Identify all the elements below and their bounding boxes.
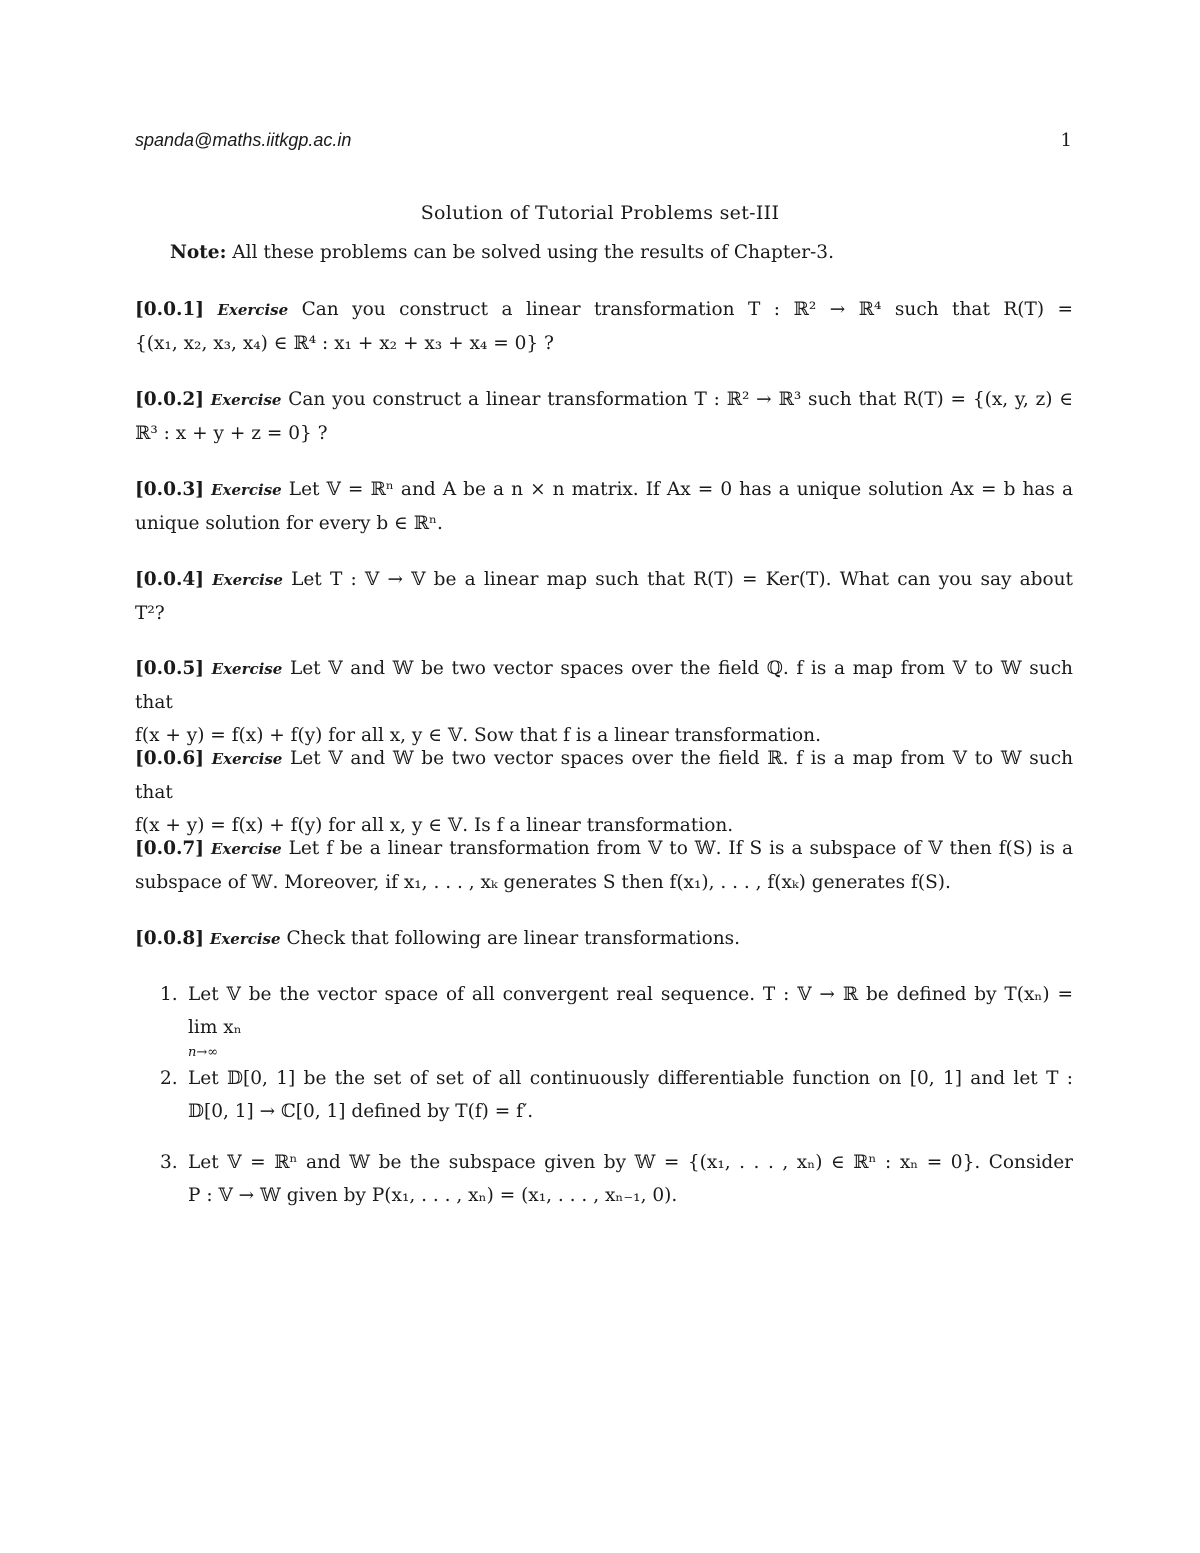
exercise-text: Let T : 𝕍 → 𝕍 be a linear map such that R(T) = Ker(T). What can you say about xyxy=(291,569,1073,590)
exercise-text-continued: unique solution for every b ∈ ℝⁿ. xyxy=(135,513,443,534)
exercise-number: [0.0.8] xyxy=(135,928,205,949)
exercise-label: Exercise xyxy=(209,930,281,948)
note-text: All these problems can be solved using the results of Chapter-3. xyxy=(226,242,834,263)
exercise-0-0-1 xyxy=(135,293,1073,360)
exercise-label: Exercise xyxy=(210,840,282,858)
exercise-label: Exercise xyxy=(211,660,283,678)
list-item-number: 3. xyxy=(160,1152,178,1173)
exercise-text: Let f be a linear transformation from 𝕍 to 𝕎. If S is a subspace of 𝕍 then f(S) is a xyxy=(288,838,1073,859)
exercise-text: Let 𝕍 and 𝕎 be two vector spaces over the field ℚ. f is a map from 𝕍 to 𝕎 such that xyxy=(135,658,1073,713)
exercise-text-continued: {(x₁, x₂, x₃, x₄) ∈ ℝ⁴ : x₁ + x₂ + x₃ + x₄ = 0} ? xyxy=(135,333,554,354)
exercise-0-0-6 xyxy=(135,742,1073,842)
document-title: Solution of Tutorial Problems set-III xyxy=(420,202,780,224)
note-label: Note: xyxy=(170,242,227,263)
exercise-label: Exercise xyxy=(211,750,283,768)
list-item-text: Let 𝕍 = ℝⁿ and 𝕎 be the subspace given by 𝕎 = {(x₁, . . . , xₙ) ∈ ℝⁿ : xₙ = 0}. Consider xyxy=(188,1152,1073,1173)
exercise-text-continued: f(x + y) = f(x) + f(y) for all x, y ∈ 𝕍. Is f a linear transformation. xyxy=(135,815,734,836)
list-item-text-continued: P : 𝕍 → 𝕎 given by P(x₁, . . . , xₙ) = (x₁, . . . , xₙ₋₁, 0). xyxy=(188,1185,678,1206)
limit-subscript: n→∞ xyxy=(188,1045,219,1060)
exercise-text-continued: ℝ³ : x + y + z = 0} ? xyxy=(135,423,328,444)
exercise-line xyxy=(135,293,1073,327)
exercise-0-0-5 xyxy=(135,652,1073,752)
exercise-0-0-7 xyxy=(135,832,1073,899)
author-email: spanda@maths.iitkgp.ac.in xyxy=(135,130,352,150)
exercise-number: [0.0.4] xyxy=(135,569,205,590)
exercise-label: Exercise xyxy=(211,481,282,499)
page-header xyxy=(135,130,1072,160)
exercise-line xyxy=(135,473,1073,507)
exercise-line xyxy=(135,383,1073,417)
exercise-number: [0.0.7] xyxy=(135,838,205,859)
exercise-text-continued: T²? xyxy=(135,603,165,624)
page-number: 1 xyxy=(1060,130,1072,151)
exercise-text: Let 𝕍 and 𝕎 be two vector spaces over the field ℝ. f is a map from 𝕍 to 𝕎 such that xyxy=(135,748,1073,803)
exercise-line xyxy=(135,832,1073,866)
list-item-number: 2. xyxy=(160,1068,178,1089)
exercise-text: Can you construct a linear transformation T : ℝ² → ℝ³ such that R(T) = {(x, y, z) ∈ xyxy=(288,389,1073,410)
exercise-text-continued: subspace of 𝕎. Moreover, if x₁, . . . , xₖ generates S then f(x₁), . . . , f(xₖ) generates f(S). xyxy=(135,872,951,893)
exercise-text-continued: f(x + y) = f(x) + f(y) for all x, y ∈ 𝕍. Sow that f is a linear transformation. xyxy=(135,725,821,746)
exercise-number: [0.0.6] xyxy=(135,748,205,769)
exercise-0-0-3 xyxy=(135,473,1073,540)
exercise-line xyxy=(135,922,1073,956)
list-item-text: Let 𝔻[0, 1] be the set of set of all continuously differentiable function on [0, 1] and let T : xyxy=(188,1068,1073,1089)
exercise-label: Exercise xyxy=(210,391,282,409)
exercise-line xyxy=(135,742,1073,809)
exercise-line xyxy=(135,652,1073,719)
exercise-label: Exercise xyxy=(217,301,289,319)
list-item-text-continued: lim xₙ xyxy=(188,1017,242,1038)
note xyxy=(170,242,834,263)
exercise-text: Let 𝕍 = ℝⁿ and A be a n × n matrix. If Ax = 0 has a unique solution Ax = b has a xyxy=(288,479,1073,500)
exercise-number: [0.0.3] xyxy=(135,479,205,500)
exercise-0-0-2 xyxy=(135,383,1073,450)
exercise-line xyxy=(135,563,1073,597)
exercise-text: Check that following are linear transformations. xyxy=(286,928,741,949)
list-item-text-continued: 𝔻[0, 1] → ℂ[0, 1] defined by T(f) = f′. xyxy=(188,1101,534,1122)
exercise-0-0-4 xyxy=(135,563,1073,630)
exercise-0-0-8 xyxy=(135,922,1073,956)
exercise-number: [0.0.2] xyxy=(135,389,205,410)
list-item-text: Let 𝕍 be the vector space of all convergent real sequence. T : 𝕍 → ℝ be defined by T(xₙ) = xyxy=(188,984,1073,1005)
exercise-text: Can you construct a linear transformation T : ℝ² → ℝ⁴ such that R(T) = xyxy=(301,299,1073,320)
exercise-label: Exercise xyxy=(212,571,283,589)
exercise-number: [0.0.5] xyxy=(135,658,205,679)
exercise-number: [0.0.1] xyxy=(135,299,205,320)
list-item-number: 1. xyxy=(160,984,178,1005)
